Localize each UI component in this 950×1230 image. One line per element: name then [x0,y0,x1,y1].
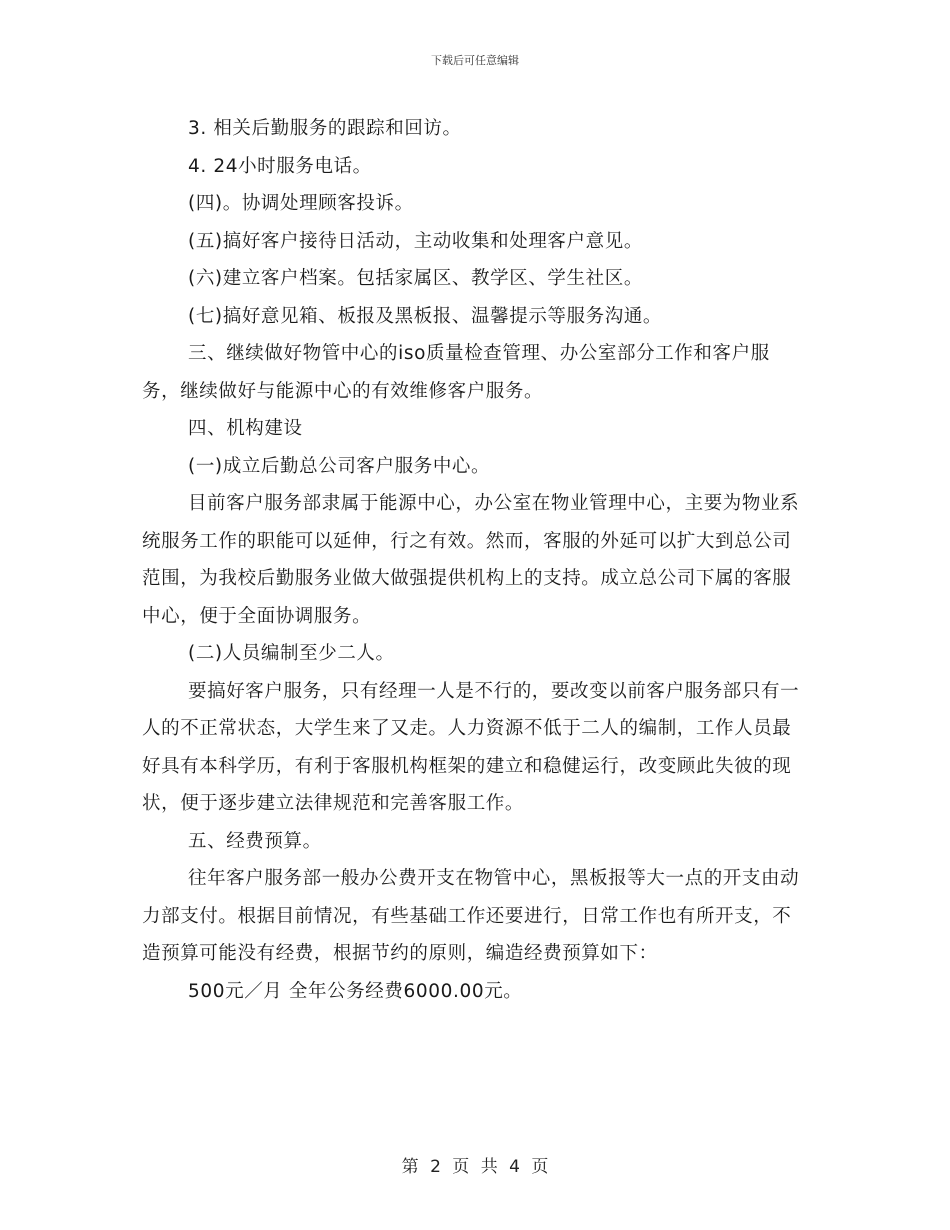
page-number: 第 2 页 共 4 页 [401,1157,549,1177]
document-body [142,110,802,1010]
paragraph: (一)成立后勤总公司客户服务中心。 [188,455,491,477]
paragraph: (六)建立客户档案。包括家属区、教学区、学生社区。 [188,268,643,289]
paragraph: 要搞好客户服务，只有经理一人是不行的，要改变以前客户服务部只有一人的不正常状态，大学生来了又走。人力资源不低于二人的编制，工作人员最好具有本科学历，有利于客服机构框架的建立和稳健运行，改变顾此失彼的现状，便于逐步建立法律规范和完善客服工作。 [142,680,800,814]
paragraph: 往年客户服务部一般办公费开支在物管中心，黑板报等大一点的开支由动力部支付。根据目前情况，有些基础工作还要进行，日常工作也有所开支，不造预算可能没有经费，根据节约的原则，编造经费预算如下： [142,868,800,964]
paragraph: 500元／月 全年公务经费6000.00元。 [188,980,523,1002]
paragraph: 三、继续做好物管中心的iso质量检查管理、办公室部分工作和客户服务，继续做好与能源中心的有效维修客户服务。 [142,343,770,402]
paragraph: 3. 相关后勤服务的跟踪和回访。 [188,118,462,139]
paragraph: (四)。协调处理顾客投诉。 [188,193,414,214]
paragraph: 目前客户服务部隶属于能源中心，办公室在物业管理中心，主要为物业系统服务工作的职能可以延伸，行之有效。然而，客服的外延可以扩大到总公司范围，为我校后勤服务业做大做强提供机构上的支持。成立总公司下属的客服中心，便于全面协调服务。 [142,493,800,627]
paragraph: (二)人员编制至少二人。 [188,643,395,664]
paragraph: (七)搞好意见箱、板报及黑板报、温馨提示等服务沟通。 [188,305,663,327]
page-header: 下载后可任意编辑 [431,54,519,67]
paragraph: 4. 24小时服务电话。 [188,155,372,177]
section-heading: 四、机构建设 [188,418,303,439]
section-heading: 五、经费预算。 [188,830,322,852]
paragraph: (五)搞好客户接待日活动，主动收集和处理客户意见。 [188,230,643,252]
